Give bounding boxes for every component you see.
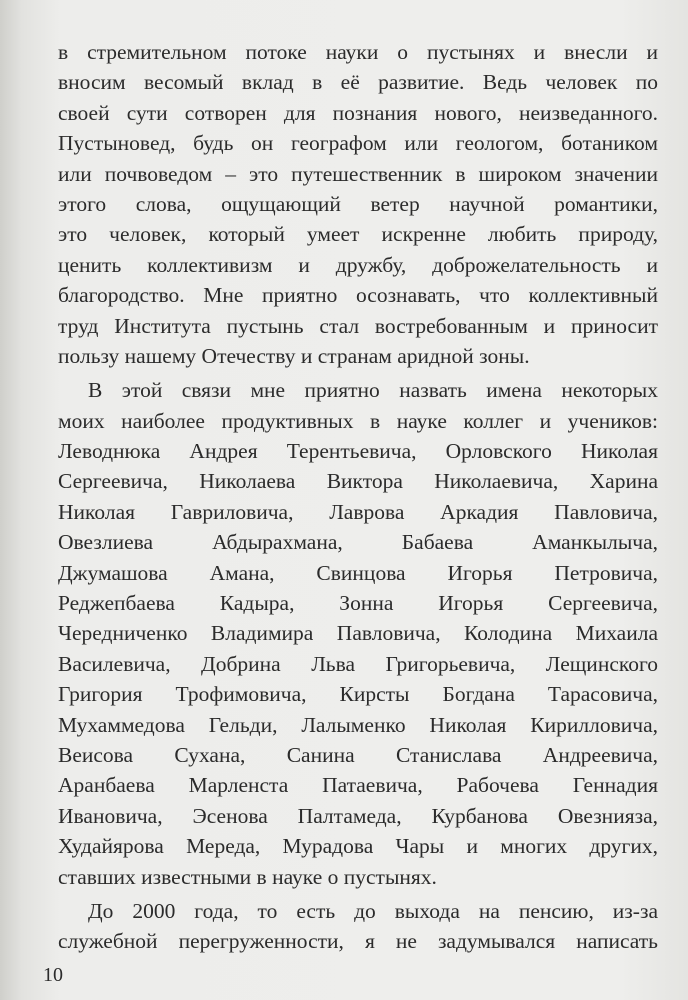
text-line: Пустыновед, будь он географом или геологом, ботаником <box>58 131 658 156</box>
text-line: Ивановича, Эсенова Палтамеда, Курбанова Овезнияза, <box>58 803 658 828</box>
text-line: служебной перегруженности, я не задумывался написать <box>58 929 658 954</box>
text-line: Аранбаева Марленста Патаевича, Рабочева Геннадия <box>58 773 658 798</box>
paragraph-3 <box>58 896 658 957</box>
text-line: Веисова Сухана, Санина Станислава Андреевича, <box>58 742 658 767</box>
text-line: благородство. Мне приятно осознавать, что коллективный <box>58 283 658 308</box>
text-line: вносим весомый вклад в её развитие. Ведь человек по <box>58 70 658 95</box>
text-line: в стремительном потоке науки о пустынях и внесли и <box>58 40 658 64</box>
text-line: своей сути сотворен для познания нового, неизведанного. <box>58 100 658 125</box>
text-line: Джумашова Амана, Свинцова Игорья Петровича, <box>58 560 658 585</box>
text-line: Мухаммедова Гельди, Лалыменко Николая Кирилловича, <box>58 712 658 737</box>
paragraph-2 <box>58 375 658 892</box>
text-line: или почвоведом – это путешественник в широком значении <box>58 161 658 186</box>
text-line-last: пользу нашему Отечеству и странам аридной зоны. <box>58 343 530 368</box>
page-number: 10 <box>43 964 63 986</box>
text-line: этого слова, ощущающий ветер научной романтики, <box>58 191 658 216</box>
text-line: Сергеевича, Николаева Виктора Николаевича, Харина <box>58 469 658 494</box>
text-line-first: До 2000 года, то есть до выхода на пенсию, из-за <box>88 898 658 923</box>
text-line: Худайярова Мереда, Мурадова Чары и многих других, <box>58 834 658 859</box>
text-line: Леводнюка Андрея Терентьевича, Орловского Николая <box>58 439 658 464</box>
paragraph-1 <box>58 37 658 371</box>
text-line: Овезлиева Абдырахмана, Бабаева Аманкылыча, <box>58 530 658 555</box>
text-line: Николая Гавриловича, Лаврова Аркадия Павловича, <box>58 499 658 524</box>
text-line: это человек, который умеет искренне любить природу, <box>58 222 658 247</box>
text-line: моих наиболее продуктивных в науке коллег и учеников: <box>58 408 658 433</box>
text-line-last: ставших известными в науке о пустынях. <box>58 864 437 889</box>
text-line: Григория Трофимовича, Кирсты Богдана Тарасовича, <box>58 682 658 707</box>
text-line: Василевича, Добрина Льва Григорьевича, Лещинского <box>58 651 658 676</box>
text-line: труд Института пустынь стал востребованным и приносит <box>58 313 658 338</box>
text-line-first: В этой связи мне приятно назвать имена некоторых <box>88 378 658 403</box>
text-line: Чередниченко Владимира Павловича, Колодина Михаила <box>58 621 658 646</box>
text-line: ценить коллективизм и дружбу, доброжелательность и <box>58 252 658 277</box>
text-line: Реджепбаева Кадыра, Зонна Игорья Сергеевича, <box>58 591 658 616</box>
